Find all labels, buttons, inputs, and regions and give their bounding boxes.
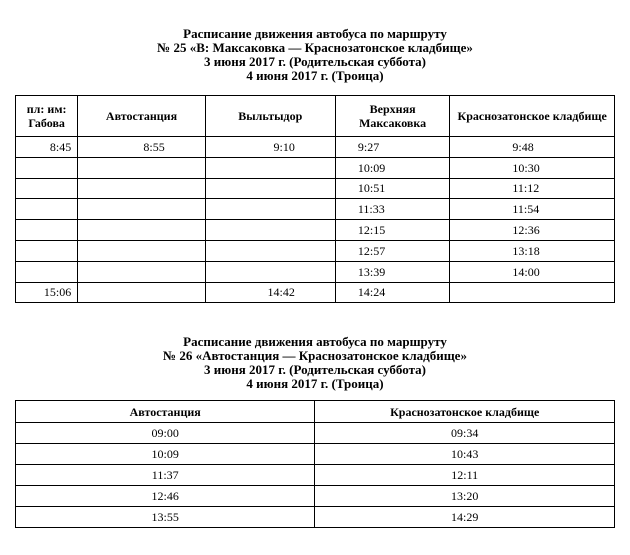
table-row — [16, 507, 615, 528]
table-cell: 09:00 — [16, 423, 315, 444]
table-header-row — [16, 96, 615, 137]
table-cell: 8:45 — [16, 137, 78, 158]
route26-title-line2: № 26 «Автостанция — Краснозатонское кладбище» — [163, 348, 467, 363]
table-header-row — [16, 401, 615, 423]
table-row — [16, 282, 615, 303]
table-cell — [78, 199, 205, 220]
table-cell: 13:20 — [315, 486, 615, 507]
table-cell — [78, 178, 205, 199]
table-cell: 11:33 — [335, 199, 450, 220]
table-cell: 12:11 — [315, 465, 615, 486]
table-cell — [78, 282, 205, 303]
route26-schedule-table — [15, 400, 615, 528]
table-cell — [205, 157, 335, 178]
table-cell: 09:34 — [315, 423, 615, 444]
col-header-gabova: пл: им: Габова — [16, 96, 78, 137]
table-cell — [78, 261, 205, 282]
table-cell: 11:12 — [450, 178, 615, 199]
route26-title — [0, 335, 630, 391]
table-cell — [16, 261, 78, 282]
table-cell: 13:18 — [450, 240, 615, 261]
table-cell: 11:54 — [450, 199, 615, 220]
table-cell — [205, 261, 335, 282]
col-header-avtostantsiya: Автостанция — [16, 401, 315, 423]
table-cell: 14:29 — [315, 507, 615, 528]
table-cell — [205, 220, 335, 241]
table-cell: 12:46 — [16, 486, 315, 507]
table-row — [16, 261, 615, 282]
table-row — [16, 220, 615, 241]
table-row — [16, 444, 615, 465]
table-cell: 8:55 — [78, 137, 205, 158]
table-cell — [78, 240, 205, 261]
route25-title — [0, 27, 630, 83]
col-header-krasnozatonskoe: Краснозатонское кладбище — [450, 96, 615, 137]
table-cell: 10:09 — [335, 157, 450, 178]
table-cell: 12:57 — [335, 240, 450, 261]
route26-title-line1: Расписание движения автобуса по маршруту — [183, 334, 447, 349]
col-header-vyltydor: Выльтыдор — [205, 96, 335, 137]
table-cell — [205, 199, 335, 220]
table-cell — [78, 220, 205, 241]
col-header-avtostantsiya: Автостанция — [78, 96, 205, 137]
table-cell: 13:39 — [335, 261, 450, 282]
route26-title-line4: 4 июня 2017 г. (Троица) — [246, 376, 384, 391]
table-cell — [16, 178, 78, 199]
route25-schedule-table — [15, 95, 615, 303]
table-cell — [450, 282, 615, 303]
table-cell: 10:09 — [16, 444, 315, 465]
table-cell: 9:27 — [335, 137, 450, 158]
table-cell: 10:51 — [335, 178, 450, 199]
table-row — [16, 423, 615, 444]
table-row — [16, 157, 615, 178]
route25-title-line3: 3 июня 2017 г. (Родительская суббота) — [204, 54, 426, 69]
table-cell — [78, 157, 205, 178]
table-row — [16, 178, 615, 199]
table-cell: 15:06 — [16, 282, 78, 303]
col-header-krasnozatonskoe: Краснозатонское кладбище — [315, 401, 615, 423]
col-header-verkhnyaya-maksakovka: Верхняя Максаковка — [335, 96, 450, 137]
table-cell: 9:10 — [205, 137, 335, 158]
table-cell: 10:43 — [315, 444, 615, 465]
route25-title-line2: № 25 «В: Максаковка — Краснозатонское кладбище» — [157, 40, 473, 55]
table-row — [16, 486, 615, 507]
table-cell — [205, 240, 335, 261]
table-cell: 12:15 — [335, 220, 450, 241]
route25-title-line4: 4 июня 2017 г. (Троица) — [246, 68, 384, 83]
table-cell: 12:36 — [450, 220, 615, 241]
table-cell — [16, 240, 78, 261]
table-cell: 11:37 — [16, 465, 315, 486]
table-cell: 13:55 — [16, 507, 315, 528]
table-cell — [16, 157, 78, 178]
table-cell: 14:00 — [450, 261, 615, 282]
table-cell — [16, 199, 78, 220]
table-cell: 14:24 — [335, 282, 450, 303]
table-row — [16, 465, 615, 486]
table-row — [16, 199, 615, 220]
table-cell — [16, 220, 78, 241]
table-row — [16, 240, 615, 261]
table-cell — [205, 178, 335, 199]
route25-title-line1: Расписание движения автобуса по маршруту — [183, 26, 447, 41]
table-cell: 14:42 — [205, 282, 335, 303]
table-cell: 10:30 — [450, 157, 615, 178]
table-row — [16, 137, 615, 158]
table-cell: 9:48 — [450, 137, 615, 158]
route26-title-line3: 3 июня 2017 г. (Родительская суббота) — [204, 362, 426, 377]
